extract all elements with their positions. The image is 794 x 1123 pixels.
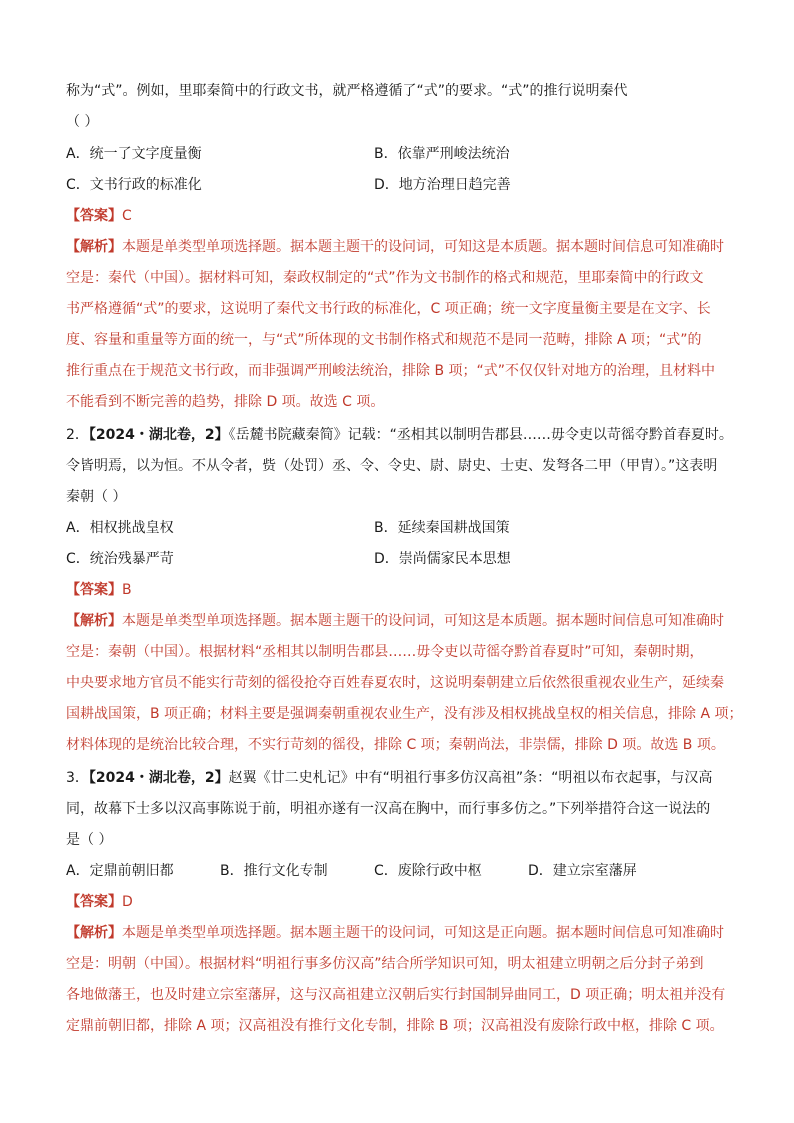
q1-stem: 称为“式”。例如，里耶秦简中的行政文书，就严格遵循了“式”的要求。“式”的推行说明秦代: [66, 83, 628, 99]
q1-option-c: C．文书行政的标准化: [66, 177, 202, 193]
q2-analysis-line: 空是：秦朝（中国）。根据材料“丞相其以制明告郡县……毋令吏以苛徭夺黔首春夏时”可知，秦朝时期，: [66, 644, 704, 660]
q2-analysis-line: 中央要求地方官员不能实行苛刻的徭役抢夺百姓春夏农时，这说明秦朝建立后依然很重视农业生产，延续秦: [66, 675, 724, 691]
question-stem-text: 赵翼《廿二史札记》中有“明祖行事多仿汉高祖”条：“明祖以布衣起事，与汉高: [228, 770, 713, 786]
answer-tag: 【答案】: [66, 894, 122, 910]
q3-analysis-line: 各地做藩王，也及时建立宗室藩屏，这与汉高祖建立汉朝后实行封国制异曲同工，D 项正确；明太祖并没有: [66, 987, 726, 1003]
q1-option-b: B．依靠严刑峻法统治: [374, 146, 510, 162]
q3-option-a: A．定鼎前朝旧都: [66, 863, 174, 879]
answer-value: D: [122, 894, 133, 910]
q1-analysis-line: 空是：秦代（中国）。据材料可知，秦政权制定的“式”作为文书制作的格式和规范，里耶秦简中的行政文: [66, 270, 704, 286]
answer-tag: 【答案】: [66, 208, 122, 224]
answer-value: B: [122, 582, 132, 598]
q1-analysis-line: 度、容量和重量等方面的统一，与“式”所体现的文书制作格式和规范不是同一范畴，排除 A 项；“式”的: [66, 332, 702, 348]
q3-stem: [66, 769, 746, 787]
q3-option-d: D．建立宗室藩屏: [528, 863, 637, 879]
question-source: 【2024・湖北卷，2】: [88, 770, 229, 786]
q2-option-a: A．相权挑战皇权: [66, 520, 174, 536]
q3-answer: [66, 893, 746, 911]
q2-stem: [66, 426, 746, 444]
q1-analysis-line: [66, 238, 746, 256]
q2-option-c: C．统治残暴严苛: [66, 551, 174, 567]
analysis-tag: 【解析】: [66, 925, 122, 941]
q2-stem-line: 秦朝（ ）: [66, 489, 127, 505]
q3-option-c: C．废除行政中枢: [374, 863, 482, 879]
q1-option-d: D．地方治理日趋完善: [374, 177, 511, 193]
q2-stem-line: 令皆明焉，以为恒。不从令者，赀（处罚）丞、令、令史、尉、尉史、士吏、发弩各二甲（甲胄）。”这表明: [66, 458, 718, 474]
answer-value: C: [122, 208, 132, 224]
q3-stem-line: 是（ ）: [66, 832, 113, 848]
analysis-text: 本题是单类型单项选择题。据本题主题干的设问词，可知这是正向题。据本题时间信息可知准确时: [122, 925, 724, 941]
q3-option-b: B．推行文化专制: [220, 863, 328, 879]
question-stem-text: 《岳麓书院藏秦简》记载：“丞相其以制明告郡县……毋令吏以苛徭夺黔首春夏时。: [228, 427, 733, 443]
q1-option-a: A．统一了文字度量衡: [66, 146, 202, 162]
answer-tag: 【答案】: [66, 582, 122, 598]
question-number: 3．: [66, 770, 89, 786]
q3-analysis-line: [66, 924, 746, 942]
q3-analysis-line: 定鼎前朝旧都，排除 A 项；汉高祖没有推行文化专制，排除 B 项；汉高祖没有废除行政中枢，排除 C 项。: [66, 1018, 724, 1034]
analysis-tag: 【解析】: [66, 239, 122, 255]
q3-analysis-line: 空是：明朝（中国）。根据材料“明祖行事多仿汉高”结合所学知识可知，明太祖建立明朝之后分封子弟到: [66, 956, 704, 972]
question-number: 2．: [66, 427, 89, 443]
q2-analysis-line: 材料体现的是统治比较合理，不实行苛刻的徭役，排除 C 项；秦朝尚法，非崇儒，排除 D 项。故选 B 项。: [66, 737, 725, 753]
q3-stem-line: 同，故幕下士多以汉高事陈说于前，明祖亦遂有一汉高在胸中，而行事多仿之。”下列举措符合这一说法的: [66, 801, 711, 817]
q2-analysis-line: 国耕战国策，B 项正确；材料主要是强调秦朝重视农业生产，没有涉及相权挑战皇权的相关信息，排除 A 项；: [66, 706, 743, 722]
q1-analysis-line: 推行重点在于规范文书行政，而非强调严刑峻法统治，排除 B 项；“式”不仅仅针对地方的治理，且材料中: [66, 363, 716, 379]
analysis-text: 本题是单类型单项选择题。据本题主题干的设问词，可知这是本质题。据本题时间信息可知准确时: [122, 239, 724, 255]
q1-analysis-line: 书严格遵循“式”的要求，这说明了秦代文书行政的标准化，C 项正确；统一文字度量衡主要是在文字、长: [66, 301, 711, 317]
q1-answer: [66, 207, 746, 225]
question-source: 【2024・湖北卷，2】: [88, 427, 229, 443]
analysis-text: 本题是单类型单项选择题。据本题主题干的设问词，可知这是本质题。据本题时间信息可知准确时: [122, 613, 724, 629]
q2-analysis-line: [66, 612, 746, 630]
q2-answer: [66, 581, 746, 599]
q2-option-b: B．延续秦国耕战国策: [374, 520, 510, 536]
analysis-tag: 【解析】: [66, 613, 122, 629]
q1-answer-paren: （ ）: [66, 114, 99, 130]
q1-analysis-line: 不能看到不断完善的趋势，排除 D 项。故选 C 项。: [66, 394, 385, 410]
q2-option-d: D．崇尚儒家民本思想: [374, 551, 511, 567]
